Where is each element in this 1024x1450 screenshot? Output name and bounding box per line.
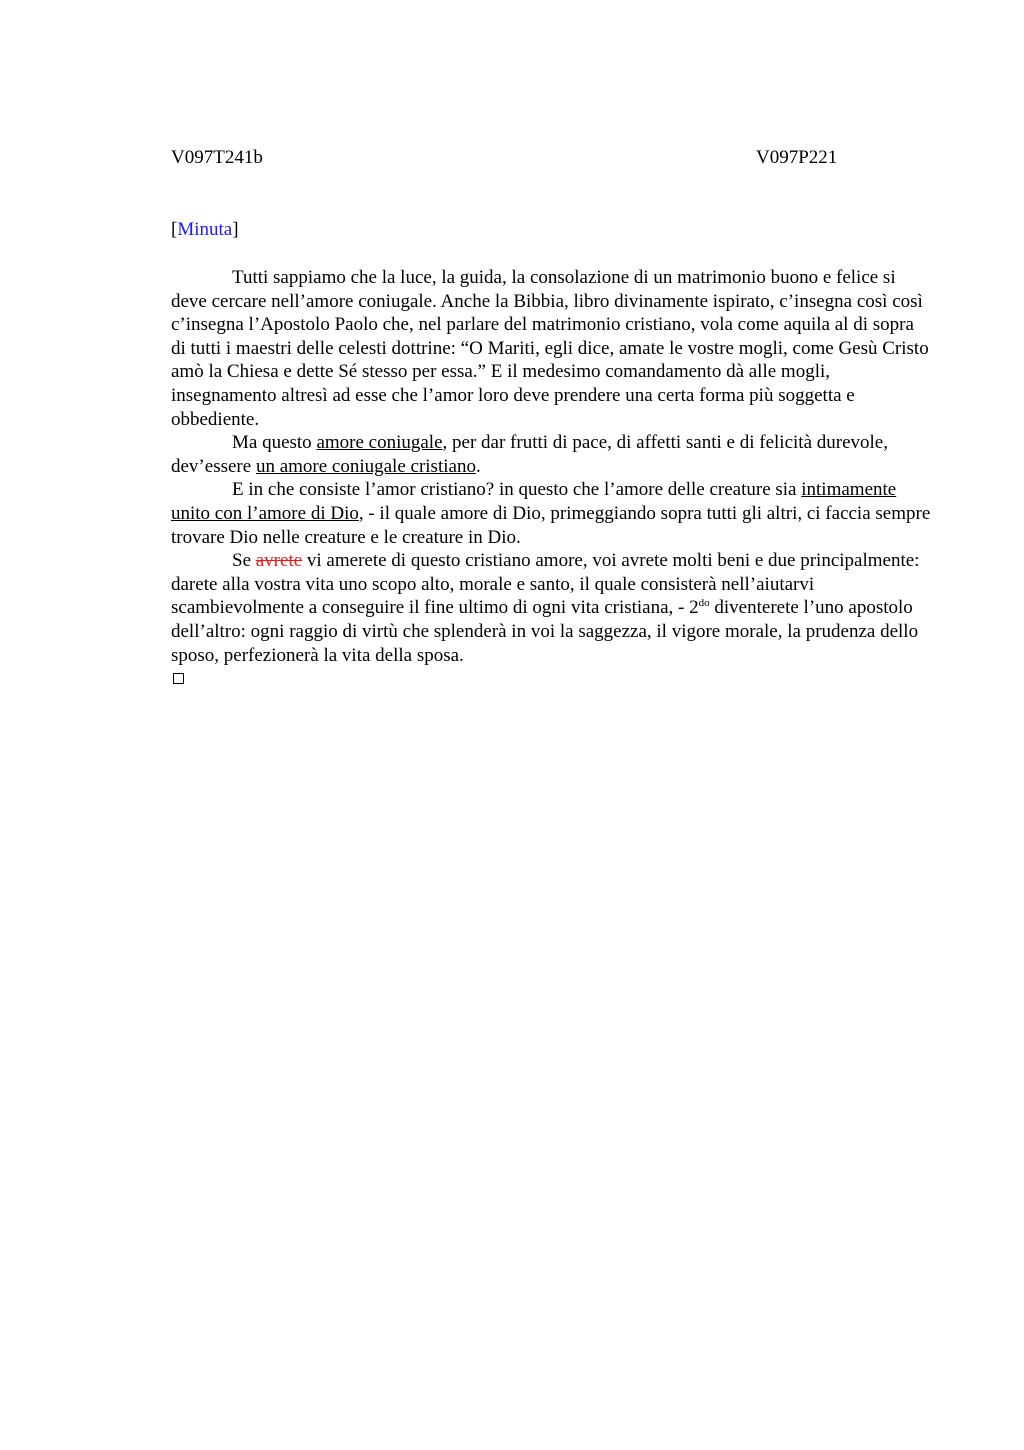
p4-text-b: vi amerete di questo cristiano amore, voi avrete molti beni e due principalmente: darete alla vostra vita uno scopo alto, morale e santo, il quale consisterà nell’aiutarvi scambievolmente a conseguire il fine ultimo di ogni vita cristiana, - 2 (171, 550, 920, 619)
paragraph-3 (171, 478, 931, 549)
p4-superscript: do (698, 597, 710, 610)
p2-underlined-1: amore coniugale (316, 432, 443, 454)
paragraph-2 (171, 431, 931, 478)
p2-text-b: , per dar frutti di pace, di affetti santi e di felicità durevole, dev’essere (171, 432, 888, 477)
p3-underlined-1: intimamente unito con l’amore di Dio (171, 479, 897, 524)
letter-body (171, 266, 931, 667)
label-open-bracket: [ (171, 219, 178, 240)
p2-text-a: Ma questo (232, 432, 317, 454)
end-marker-box (173, 673, 184, 684)
p4-text-a: Se (232, 550, 256, 572)
label-close-bracket: ] (232, 219, 239, 240)
p3-text-a: E in che consiste l’amor cristiano? in questo che l’amore delle creature sia (232, 479, 802, 501)
section-label (171, 219, 239, 241)
p4-struck-word: avrete (255, 550, 303, 572)
p2-underlined-2: un amore coniugale cristiano (255, 455, 476, 477)
label-text: Minuta (177, 219, 233, 240)
document-code-right: V097P221 (756, 147, 838, 168)
p4-text-c: diventerete l’uno apostolo dell’altro: ogni raggio di virtù che splenderà in voi la saggezza, il vigore morale, la prudenza dello sposo, perfezionerà la vita della sposa. (171, 597, 919, 666)
document-code-left: V097T241b (171, 147, 263, 168)
p3-text-b: , - il quale amore di Dio, primeggiando sopra tutti gli altri, ci faccia sempre trovare Dio nelle creature e le creature in Dio. (171, 502, 931, 548)
paragraph-4 (171, 549, 931, 667)
paragraph-1: Tutti sappiamo che la luce, la guida, la consolazione di un matrimonio buono e felice si deve cercare nell’amore coniugale. Anche la Bibbia, libro divinamente ispirato, c’insegna così così c’insegna l’Apostolo Paolo che, nel parlare del matrimonio cristiano, vola come aquila al di sopra di tutti i maestri delle celesti dottrine: “O Mariti, egli dice, amate le vostre mogli, come Gesù Cristo amò la Chiesa e dette Sé stesso per essa.” E il medesimo comandamento dà alle mogli, insegnamento altresì ad esse che l’amor loro deve prendere una certa forma più soggetta e obbediente. (171, 267, 929, 430)
p2-text-c: . (475, 455, 481, 477)
